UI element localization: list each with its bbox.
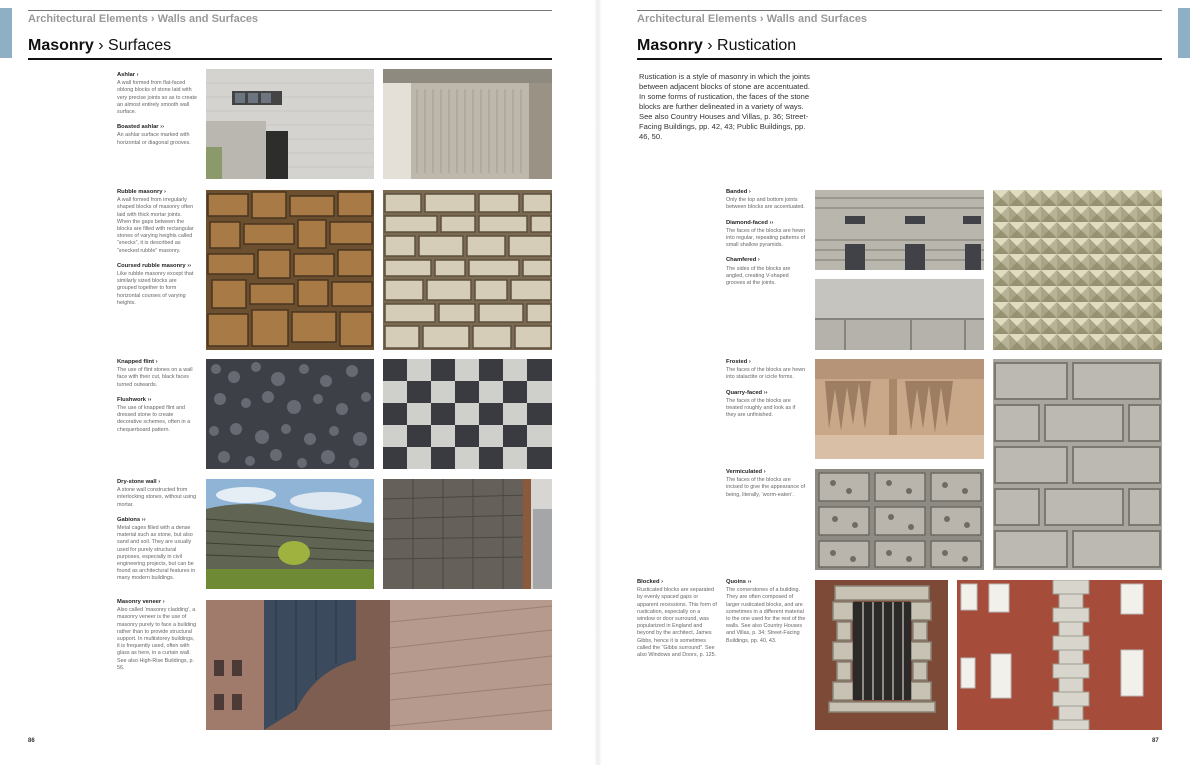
rubble-wall-image [206, 190, 374, 350]
entry-description: Rusticated blocks are separated by evenly spaced gaps or apparent recessions. This form of rustication, especially on a window or door surround, was popularized in England and beyond by the architect, James Gibbs, hence it is sometimes called the “Gibbs surround”. See also Windows and Doors, p. 125. [637, 587, 717, 659]
ashlar-building-image [206, 69, 374, 179]
page-spine [594, 0, 602, 765]
entry-description: The faces of the blocks are hewn into regular, repeating patterns of small shallow pyramids. [726, 227, 806, 249]
coursed-rubble-photo [383, 190, 552, 350]
entry-blocked [637, 579, 717, 667]
right-top-rule [637, 10, 1162, 11]
entry-description: The faces of the blocks are hewn into stalactite or icicle forms. [726, 367, 806, 381]
right-page-number: 87 [1152, 738, 1159, 744]
entry-vermiculated [726, 469, 806, 507]
left-title-rest: › Surfaces [93, 37, 172, 54]
entry-description: Only the top and bottom joints between blocks are accentuated. [726, 197, 805, 211]
entry-quoins [726, 579, 806, 653]
ashlar-photo [206, 69, 374, 179]
left-title-rule [28, 58, 552, 60]
diamond-faced-photo [993, 190, 1162, 350]
right-breadcrumb: Architectural Elements › Walls and Surfaces [637, 13, 868, 25]
boasted-ashlar-photo [383, 69, 552, 179]
entry-flint [117, 359, 197, 442]
entry-frosted [726, 359, 806, 427]
left-top-rule [28, 10, 552, 11]
entry-description: Also called ‘masonry cladding’, a masonry veneer is the use of masonry purely to face a building rather than to provide structural support. In multistorey buildings, it is frequently used, often with glass as here, in a curtain wall. See also High-Rise Buildings, p. 56. [117, 607, 197, 671]
right-title-bold: Masonry [637, 37, 703, 54]
right-edge-tab [1178, 8, 1190, 58]
frosted-stone-image [815, 359, 984, 459]
left-breadcrumb: Architectural Elements › Walls and Surfaces [28, 13, 259, 25]
rubble-masonry-photo [206, 190, 374, 350]
chamfered-photo [815, 279, 984, 350]
entry-description: The use of flint stones on a wall face with their cut, black faces turned outwards. [117, 367, 193, 388]
entry-banded [726, 189, 806, 295]
entry-heading: Banded › [726, 189, 751, 195]
entry-description: The sides of the blocks are angled, creating V-shaped grooves at the joints. [726, 265, 791, 287]
flushwork-photo [383, 359, 552, 469]
entry-heading: Rubble masonry › [117, 189, 166, 195]
entry-heading: Flushwork ›› [117, 396, 152, 403]
entry-description: The faces of the blocks are treated roughly and look as if they are unfinished. [726, 397, 796, 419]
banded-facade-image [815, 190, 984, 270]
entry-heading: Blocked › [637, 579, 664, 585]
entry-description: The cornerstones of a building. They are often composed of larger rusticated blocks, and are sometimes in a different material to the one used for the rest of the walls. See also Country Houses and Villas, p. 34; Street-Facing Buildings, pp. 40, 43. [726, 587, 806, 644]
banded-photo [815, 190, 984, 270]
veneer-building-image [206, 600, 552, 730]
entry-description: Like rubble masonry except that similarly sized blocks are grouped together to form horizontal courses of varying heights. [117, 271, 194, 306]
entry-heading: Quarry-faced ›› [726, 389, 768, 396]
knapped-flint-photo [206, 359, 374, 469]
masonry-veneer-photo [206, 600, 552, 730]
diamond-pattern-image [993, 190, 1162, 350]
right-title-rest: › Rustication [702, 37, 797, 54]
chequerboard-image [383, 359, 552, 469]
quarry-faced-photo [993, 359, 1162, 570]
entry-heading: Masonry veneer › [117, 599, 165, 605]
entry-ashlar [117, 72, 197, 155]
left-title-bold: Masonry [28, 37, 94, 54]
entry-description: A wall formed from flat-faced oblong blocks of stone laid with very precise joints so as to create an almost entirely smooth wall surface. [117, 80, 197, 116]
vermiculated-photo [815, 469, 984, 570]
coursed-wall-image [383, 190, 552, 350]
left-page-number: 86 [28, 738, 35, 744]
boasted-column-image [383, 69, 552, 179]
entry-heading: Chamfered › [726, 257, 760, 264]
vermiculated-wall-image [815, 469, 984, 570]
entry-heading: Diamond-faced ›› [726, 219, 774, 226]
gabions-photo [383, 479, 552, 589]
entry-heading: Boasted ashlar ›› [117, 124, 165, 131]
entry-heading: Quoins ›› [726, 579, 752, 585]
entry-rubble [117, 189, 197, 315]
drystone-landscape-image [206, 479, 374, 589]
right-title-rule [637, 58, 1162, 60]
entry-heading: Coursed rubble masonry ›› [117, 262, 192, 269]
right-page-title [637, 37, 796, 55]
flint-wall-image [206, 359, 374, 469]
left-edge-tab [0, 8, 12, 58]
entry-heading: Frosted › [726, 359, 751, 365]
entry-description: A stone wall constructed from interlocking stones, without using mortar. [117, 487, 197, 508]
quarry-wall-image [993, 359, 1162, 570]
entry-heading: Vermiculated › [726, 469, 766, 475]
rustication-intro: Rustication is a style of masonry in which the joints between adjacent blocks of stone are accentuated. In some forms of rustication, the faces of the stone blocks are further delineated in a variety of ways. See also Country Houses and Villas, p. 36; Street-Facing Buildings, pp. 42, 43; Public Buildings, pp. 46, 50. [639, 72, 810, 141]
entry-heading: Knapped flint › [117, 359, 158, 365]
entry-drystone [117, 479, 197, 591]
quoins-photo [957, 580, 1162, 730]
blocked-photo [815, 580, 948, 730]
dry-stone-wall-photo [206, 479, 374, 589]
chamfered-wall-image [815, 279, 984, 350]
entry-heading: Dry-stone wall › [117, 479, 161, 485]
entry-description: Metal cages filled with a dense material such as stone, but also sand and soil. They are usually used for purely structural purposes, especially in civil engineering projects, but can be found as architectural features in many modern buildings. [117, 525, 196, 582]
entry-description: The use of knapped flint and dressed stone to create decorative schemes, often in a chequerboard pattern. [117, 405, 191, 433]
entry-description: The faces of the blocks are incised to give the appearance of being, literally, ‘worm-eaten’. [726, 477, 806, 498]
quoins-building-image [957, 580, 1162, 730]
left-page-title [28, 37, 171, 55]
entry-veneer [117, 599, 197, 680]
frosted-photo [815, 359, 984, 459]
entry-description: An ashlar surface marked with horizontal or diagonal grooves. [117, 132, 191, 146]
gabion-wall-image [383, 479, 552, 589]
gibbs-surround-image [815, 580, 948, 730]
entry-description: A wall formed from irregularly shaped blocks of masonry often laid with thick mortar joints. When the gaps between the blocks are filled with rectangular stones of varying heights called “snecks”, it is described as “snecked rubble” masonry. [117, 197, 194, 254]
entry-heading: Ashlar › [117, 72, 139, 78]
entry-heading: Gabions ›› [117, 516, 146, 523]
